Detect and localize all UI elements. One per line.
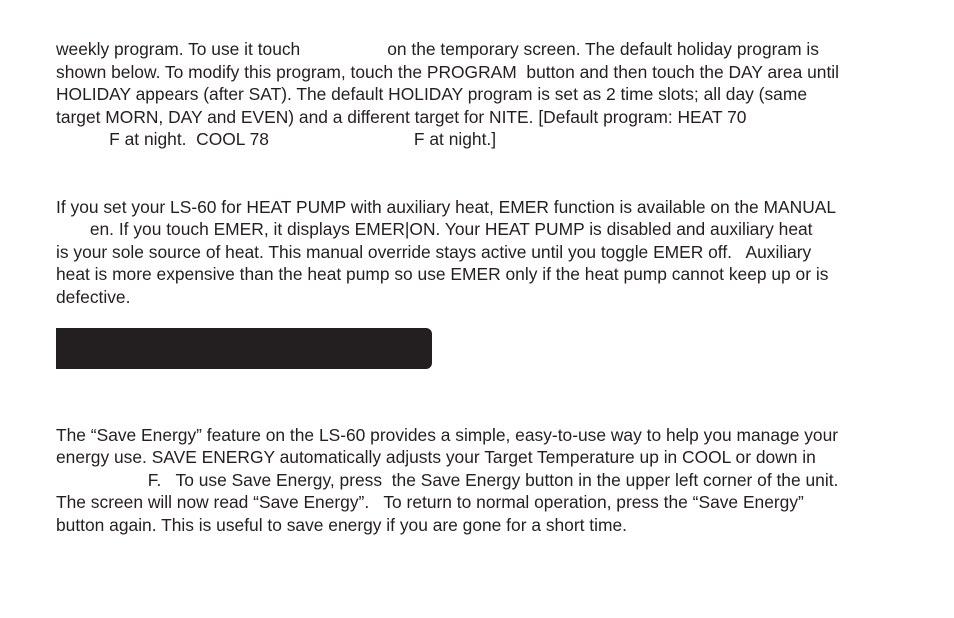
text-line: HOLIDAY appears (after SAT). The default HOLIDAY program is set as 2 time slots; all day (same [56,84,807,104]
text-line: energy use. SAVE ENERGY automatically adjusts your Target Temperature up in COOL or down in [56,447,816,467]
text-line: is your sole source of heat. This manual override stays active until you toggle EMER off. Auxiliary [56,242,812,262]
section-heading-bar [56,328,432,369]
text-line: If you set your LS-60 for HEAT PUMP with auxiliary heat, EMER function is available on the MANUAL [56,197,837,217]
text-line: F. To use Save Energy, press the Save Energy button in the upper left corner of the unit. [56,470,839,490]
text-line: The “Save Energy” feature on the LS-60 provides a simple, easy-to-use way to help you manage your [56,425,839,445]
text-line: defective. [56,287,131,307]
text-line: target MORN, DAY and EVEN) and a different target for NITE. [Default program: HEAT 70 [56,107,747,127]
text-line: heat is more expensive than the heat pump so use EMER only if the heat pump cannot keep up or is [56,264,829,284]
text-line: button again. This is useful to save energy if you are gone for a short time. [56,515,627,535]
text-line: The screen will now read “Save Energy”. To return to normal operation, press the “Save Energy” [56,492,804,512]
text-line: F at night. COOL 78 F at night.] [56,129,497,149]
text-line: weekly program. To use it touch on the temporary screen. The default holiday program is [56,39,819,59]
text-line: en. If you touch EMER, it displays EMER|ON. Your HEAT PUMP is disabled and auxiliary heat [56,219,813,239]
text-line: shown below. To modify this program, touch the PROGRAM button and then touch the DAY area until [56,62,840,82]
